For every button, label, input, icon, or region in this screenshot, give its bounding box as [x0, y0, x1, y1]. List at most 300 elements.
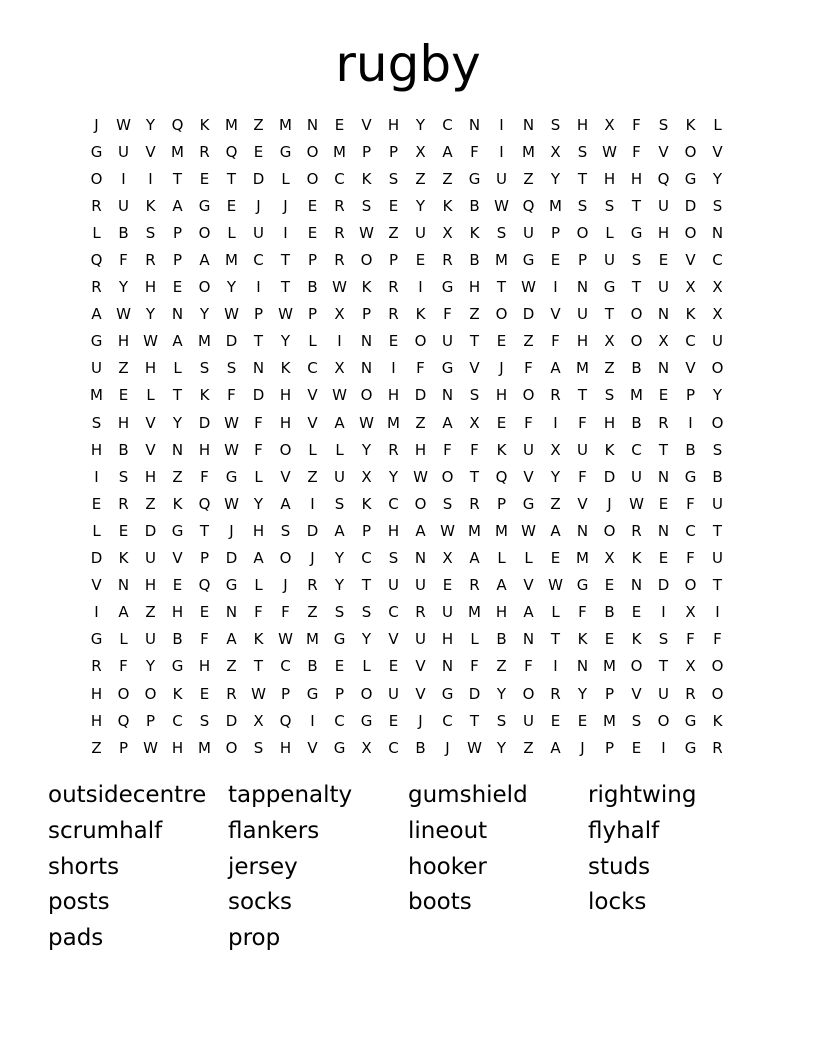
grid-letter: S	[361, 196, 372, 215]
grid-letter: Z	[442, 169, 453, 188]
grid-letter: V	[91, 576, 102, 595]
grid-letter: N	[441, 657, 454, 676]
grid-letter: S	[388, 549, 399, 568]
grid-letter: W	[224, 413, 239, 432]
word-list-item	[408, 921, 588, 957]
grid-letter: Z	[523, 169, 534, 188]
grid-letter: H	[198, 657, 211, 676]
grid-letter: R	[91, 278, 102, 297]
grid-letter: S	[712, 196, 723, 215]
grid-letter: P	[307, 251, 318, 270]
grid-letter: R	[226, 684, 237, 703]
word-list-item: lineout	[408, 817, 488, 844]
grid-letter: X	[442, 223, 453, 242]
grid-letter: H	[144, 359, 157, 378]
grid-letter: P	[361, 142, 372, 161]
grid-letter: J	[418, 711, 423, 730]
grid-letter: U	[442, 332, 453, 351]
grid-letter: V	[712, 142, 723, 161]
grid-letter: L	[146, 386, 155, 405]
grid-letter: S	[658, 115, 669, 134]
grid-row	[83, 545, 731, 572]
grid-letter: F	[578, 467, 587, 486]
grid-letter: I	[391, 359, 396, 378]
grid-letter: V	[388, 630, 399, 649]
grid-letter: U	[145, 630, 156, 649]
grid-letter: E	[658, 494, 669, 513]
grid-row	[83, 192, 731, 219]
grid-letter: I	[121, 169, 126, 188]
grid-letter: J	[607, 494, 612, 513]
grid-letter: Q	[279, 711, 292, 730]
grid-letter: I	[499, 142, 504, 161]
grid-letter: A	[334, 521, 345, 540]
grid-letter: L	[308, 332, 317, 351]
grid-letter: F	[119, 251, 128, 270]
grid-letter: K	[280, 359, 291, 378]
grid-letter: A	[334, 413, 345, 432]
grid-letter: S	[199, 359, 210, 378]
grid-letter: R	[118, 494, 129, 513]
grid-letter: U	[712, 549, 723, 568]
grid-letter: N	[225, 603, 238, 622]
grid-letter: I	[499, 115, 504, 134]
grid-letter: K	[604, 440, 615, 459]
grid-letter: Y	[199, 305, 210, 324]
grid-letter: W	[629, 494, 644, 513]
word-list-item: rightwing	[588, 782, 697, 808]
grid-letter: S	[631, 711, 642, 730]
grid-letter: N	[441, 386, 454, 405]
grid-letter: E	[658, 251, 669, 270]
grid-letter: P	[361, 521, 372, 540]
grid-letter: G	[90, 332, 103, 351]
grid-letter: R	[469, 494, 480, 513]
grid-letter: H	[171, 603, 184, 622]
grid-letter: M	[198, 332, 211, 351]
grid-letter: D	[90, 549, 103, 568]
page-title: rugby	[335, 35, 481, 93]
grid-letter: U	[442, 603, 453, 622]
grid-letter: J	[580, 738, 585, 757]
grid-letter: H	[495, 603, 508, 622]
grid-letter: X	[604, 115, 615, 134]
grid-letter: F	[200, 467, 209, 486]
grid-letter: V	[523, 467, 534, 486]
grid-letter: T	[712, 576, 723, 595]
grid-letter: I	[283, 223, 288, 242]
grid-letter: W	[467, 738, 482, 757]
grid-letter: S	[550, 115, 561, 134]
grid-letter: O	[630, 332, 643, 351]
grid-letter: G	[684, 467, 697, 486]
grid-letter: S	[577, 142, 588, 161]
grid-letter: Y	[145, 657, 156, 676]
grid-letter: J	[283, 576, 288, 595]
grid-letter: W	[521, 521, 536, 540]
grid-letter: H	[198, 440, 211, 459]
grid-letter: B	[685, 440, 696, 459]
grid-letter: D	[144, 521, 157, 540]
grid-letter: V	[685, 251, 696, 270]
grid-letter: S	[604, 196, 615, 215]
grid-letter: S	[577, 196, 588, 215]
grid-letter: R	[388, 278, 399, 297]
grid-letter: E	[388, 332, 399, 351]
grid-letter: G	[684, 711, 697, 730]
grid-letter: G	[441, 359, 454, 378]
grid-letter: H	[90, 684, 103, 703]
grid-letter: K	[145, 196, 156, 215]
grid-letter: H	[630, 169, 643, 188]
grid-letter: M	[225, 115, 238, 134]
grid-letter: Q	[495, 467, 508, 486]
grid-letter: S	[604, 386, 615, 405]
grid-letter: J	[283, 196, 288, 215]
grid-letter: K	[631, 549, 642, 568]
grid-letter: U	[631, 467, 642, 486]
grid-letter: Y	[415, 115, 426, 134]
grid-letter: E	[199, 603, 210, 622]
grid-row	[83, 599, 731, 626]
grid-letter: U	[334, 467, 345, 486]
grid-letter: X	[361, 467, 372, 486]
grid-letter: T	[658, 440, 669, 459]
grid-letter: A	[253, 549, 264, 568]
grid-letter: S	[496, 711, 507, 730]
grid-letter: K	[172, 684, 183, 703]
grid-letter: D	[252, 386, 265, 405]
grid-letter: E	[604, 576, 615, 595]
grid-letter: B	[631, 359, 642, 378]
grid-letter: U	[91, 359, 102, 378]
grid-letter: B	[631, 413, 642, 432]
grid-letter: I	[94, 467, 99, 486]
grid-letter: E	[118, 386, 129, 405]
grid-letter: D	[684, 196, 697, 215]
grid-row	[83, 653, 731, 680]
grid-letter: S	[361, 603, 372, 622]
grid-letter: W	[494, 196, 509, 215]
grid-letter: O	[711, 359, 724, 378]
grid-letter: P	[604, 738, 615, 757]
grid-letter: G	[333, 630, 346, 649]
grid-letter: H	[468, 278, 481, 297]
grid-letter: S	[712, 440, 723, 459]
grid-letter: P	[253, 305, 264, 324]
grid-letter: O	[684, 576, 697, 595]
grid-letter: Z	[145, 603, 156, 622]
grid-letter: N	[657, 359, 670, 378]
grid-letter: B	[172, 630, 183, 649]
word-list-item: posts	[48, 889, 110, 916]
grid-letter: T	[577, 169, 588, 188]
grid-letter: A	[415, 521, 426, 540]
grid-letter: E	[388, 711, 399, 730]
grid-letter: W	[143, 332, 158, 351]
grid-letter: L	[335, 440, 344, 459]
grid-letter: F	[551, 332, 560, 351]
grid-letter: O	[657, 711, 670, 730]
grid-letter: T	[712, 521, 723, 540]
grid-letter: A	[550, 521, 561, 540]
grid-letter: K	[361, 494, 372, 513]
word-list-item: boots	[408, 889, 472, 916]
grid-letter: H	[603, 413, 616, 432]
grid-letter: L	[254, 576, 263, 595]
grid-letter: X	[685, 657, 696, 676]
grid-letter: E	[226, 196, 237, 215]
grid-letter: U	[523, 223, 534, 242]
grid-letter: X	[685, 603, 696, 622]
grid-letter: Z	[118, 359, 129, 378]
grid-letter: F	[470, 440, 479, 459]
grid-letter: E	[550, 549, 561, 568]
grid-letter: U	[118, 196, 129, 215]
grid-letter: I	[553, 657, 558, 676]
grid-letter: N	[468, 115, 481, 134]
grid-letter: E	[388, 196, 399, 215]
grid-letter: I	[310, 494, 315, 513]
grid-letter: L	[497, 549, 506, 568]
grid-letter: B	[307, 657, 318, 676]
grid-row	[83, 626, 731, 653]
grid-letter: T	[199, 521, 210, 540]
grid-letter: B	[118, 223, 129, 242]
grid-letter: E	[631, 738, 642, 757]
grid-letter: O	[306, 169, 319, 188]
grid-letter: X	[442, 549, 453, 568]
grid-letter: C	[685, 521, 696, 540]
grid-letter: C	[253, 251, 264, 270]
grid-letter: J	[310, 549, 315, 568]
grid-letter: V	[145, 142, 156, 161]
grid-letter: E	[334, 115, 345, 134]
grid-letter: O	[90, 169, 103, 188]
grid-letter: I	[310, 711, 315, 730]
grid-letter: O	[603, 521, 616, 540]
grid-letter: S	[280, 521, 291, 540]
grid-letter: Z	[307, 603, 318, 622]
grid-letter: U	[523, 711, 534, 730]
grid-letter: V	[523, 576, 534, 595]
grid-letter: Q	[117, 711, 130, 730]
grid-letter: K	[172, 494, 183, 513]
grid-letter: Z	[604, 359, 615, 378]
grid-letter: O	[495, 305, 508, 324]
grid-letter: G	[225, 576, 238, 595]
grid-letter: C	[334, 711, 345, 730]
grid-letter: Y	[334, 576, 345, 595]
grid-letter: O	[414, 494, 427, 513]
grid-letter: V	[280, 467, 291, 486]
grid-letter: L	[254, 467, 263, 486]
grid-letter: S	[658, 630, 669, 649]
grid-letter: H	[90, 711, 103, 730]
grid-letter: H	[495, 386, 508, 405]
grid-letter: H	[90, 440, 103, 459]
grid-letter: G	[90, 142, 103, 161]
grid-letter: W	[413, 467, 428, 486]
grid-row	[83, 274, 731, 301]
grid-letter: E	[388, 657, 399, 676]
grid-letter: V	[415, 684, 426, 703]
grid-letter: G	[630, 223, 643, 242]
grid-letter: W	[278, 305, 293, 324]
word-list-item: locks	[588, 889, 647, 916]
grid-letter: E	[172, 576, 183, 595]
grid-letter: T	[469, 467, 480, 486]
grid-letter: U	[712, 332, 723, 351]
grid-letter: Z	[523, 332, 534, 351]
grid-letter: R	[145, 251, 156, 270]
grid-row	[83, 355, 731, 382]
grid-letter: V	[361, 115, 372, 134]
grid-letter: U	[523, 440, 534, 459]
grid-letter: L	[92, 521, 101, 540]
grid-letter: T	[631, 278, 642, 297]
grid-row	[83, 165, 731, 192]
grid-letter: U	[577, 305, 588, 324]
grid-letter: K	[496, 440, 507, 459]
grid-letter: P	[685, 386, 696, 405]
grid-letter: L	[362, 657, 371, 676]
word-list-item: flyhalf	[588, 817, 660, 844]
grid-letter: G	[684, 738, 697, 757]
grid-letter: H	[171, 738, 184, 757]
grid-letter: E	[496, 332, 507, 351]
grid-letter: P	[172, 223, 183, 242]
grid-letter: H	[252, 521, 265, 540]
grid-letter: G	[522, 494, 535, 513]
grid-letter: F	[416, 359, 425, 378]
grid-letter: U	[496, 169, 507, 188]
grid-letter: I	[553, 278, 558, 297]
grid-letter: R	[469, 576, 480, 595]
grid-letter: K	[118, 549, 129, 568]
grid-letter: R	[712, 738, 723, 757]
word-list-item: outsidecentre	[48, 782, 207, 808]
grid-letter: O	[522, 684, 535, 703]
grid-letter: K	[685, 305, 696, 324]
grid-letter: H	[144, 467, 157, 486]
grid-letter: M	[495, 251, 508, 270]
grid-letter: V	[469, 359, 480, 378]
grid-letter: T	[631, 196, 642, 215]
grid-letter: G	[360, 711, 373, 730]
grid-letter: M	[279, 115, 292, 134]
grid-letter: V	[145, 440, 156, 459]
grid-letter: D	[414, 386, 427, 405]
grid-letter: Q	[90, 251, 103, 270]
grid-letter: K	[199, 115, 210, 134]
grid-row	[83, 680, 731, 707]
grid-letter: Y	[145, 305, 156, 324]
grid-letter: A	[226, 630, 237, 649]
grid-letter: C	[361, 549, 372, 568]
grid-letter: E	[253, 142, 264, 161]
grid-letter: Z	[415, 413, 426, 432]
grid-letter: U	[577, 440, 588, 459]
word-list-item	[588, 921, 768, 957]
grid-letter: D	[225, 711, 238, 730]
grid-letter: P	[199, 549, 210, 568]
grid-letter: V	[415, 657, 426, 676]
grid-letter: Z	[307, 467, 318, 486]
grid-letter: I	[94, 603, 99, 622]
grid-letter: S	[469, 386, 480, 405]
grid-letter: L	[713, 115, 722, 134]
grid-letter: A	[91, 305, 102, 324]
grid-letter: L	[308, 440, 317, 459]
grid-letter: G	[171, 657, 184, 676]
grid-letter: E	[658, 386, 669, 405]
grid-letter: P	[388, 251, 399, 270]
grid-letter: H	[387, 115, 400, 134]
grid-letter: S	[118, 467, 129, 486]
grid-letter: V	[145, 413, 156, 432]
grid-letter: C	[388, 738, 399, 757]
grid-letter: H	[387, 386, 400, 405]
grid-letter: R	[91, 657, 102, 676]
grid-letter: P	[577, 251, 588, 270]
grid-letter: Z	[226, 657, 237, 676]
grid-letter: M	[468, 603, 481, 622]
grid-letter: H	[576, 115, 589, 134]
word-list-item: gumshield	[408, 782, 528, 808]
grid-letter: I	[553, 413, 558, 432]
grid-letter: F	[443, 440, 452, 459]
grid-letter: N	[630, 576, 643, 595]
grid-row	[83, 490, 731, 517]
grid-letter: W	[440, 521, 455, 540]
grid-letter: C	[685, 332, 696, 351]
grid-letter: D	[225, 332, 238, 351]
grid-letter: N	[171, 305, 184, 324]
grid-letter: Y	[415, 196, 426, 215]
grid-letter: L	[119, 630, 128, 649]
grid-letter: F	[578, 413, 587, 432]
grid-letter: D	[468, 684, 481, 703]
grid-letter: R	[550, 386, 561, 405]
grid-letter: Y	[172, 413, 183, 432]
grid-letter: G	[576, 576, 589, 595]
grid-letter: M	[306, 630, 319, 649]
grid-letter: O	[711, 413, 724, 432]
word-list-item: hooker	[408, 853, 487, 880]
grid-letter: F	[254, 413, 263, 432]
grid-letter: W	[116, 305, 131, 324]
grid-letter: I	[418, 278, 423, 297]
word-list-item: scrumhalf	[48, 817, 163, 844]
grid-letter: W	[359, 413, 374, 432]
grid-letter: E	[334, 657, 345, 676]
grid-letter: A	[469, 549, 480, 568]
grid-letter: H	[117, 413, 130, 432]
grid-letter: X	[253, 711, 264, 730]
grid-letter: M	[333, 142, 346, 161]
grid-letter: H	[279, 386, 292, 405]
grid-letter: A	[442, 413, 453, 432]
grid-letter: U	[145, 549, 156, 568]
word-list-item: prop	[228, 925, 281, 952]
grid-letter: N	[576, 278, 589, 297]
grid-letter: V	[550, 305, 561, 324]
grid-letter: H	[117, 332, 130, 351]
grid-letter: B	[469, 196, 480, 215]
grid-letter: W	[521, 278, 536, 297]
grid-letter: U	[604, 251, 615, 270]
